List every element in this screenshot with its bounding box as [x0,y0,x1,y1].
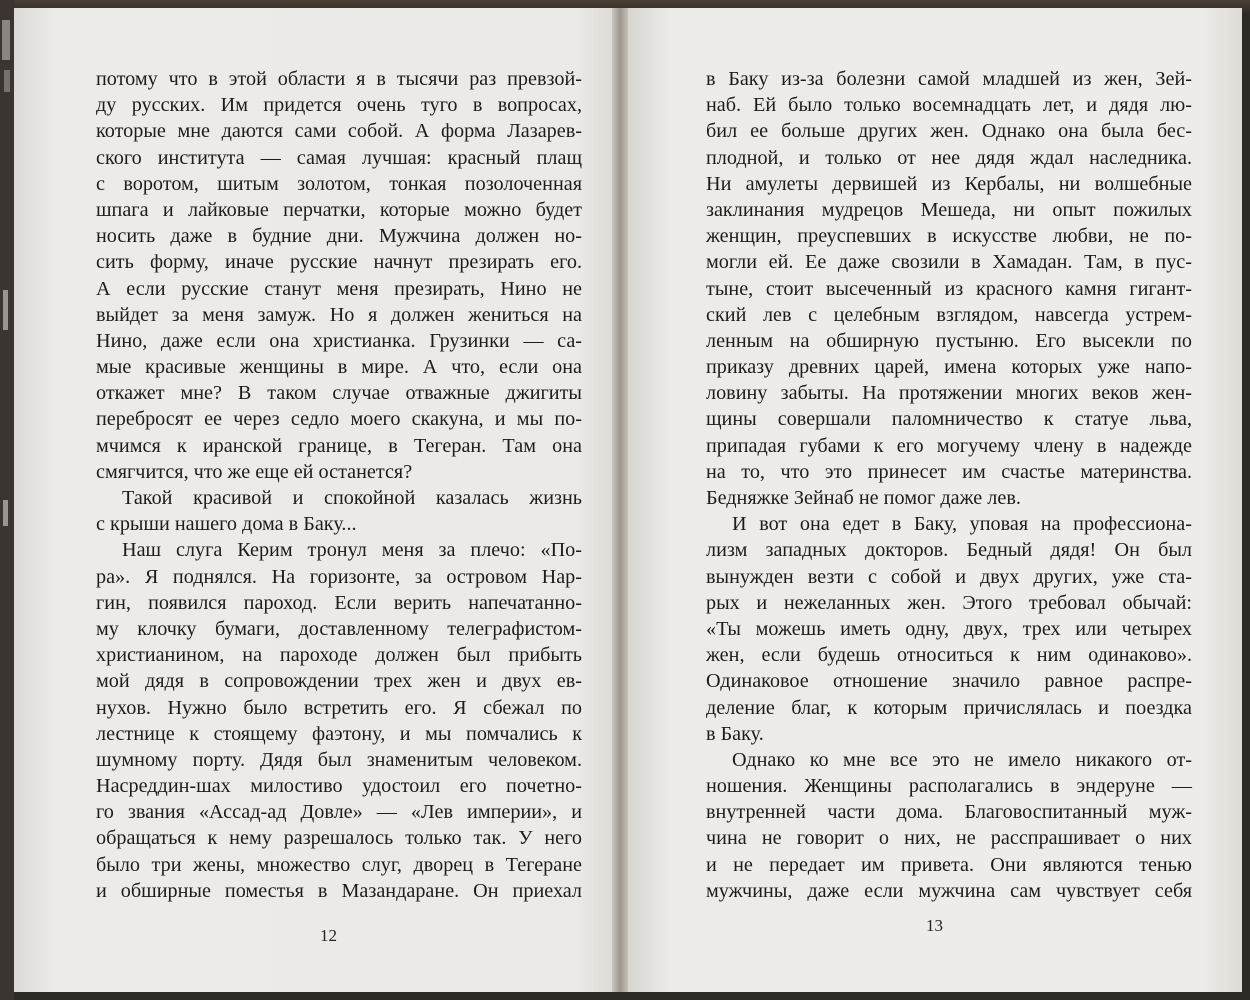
text-line: перебросят ее через седло моего скакуна, и мы по- [96,408,582,431]
text-line: лестнице к стоящему фаэтону, и мы помчались к [96,722,582,745]
text-line: бил ее больше других жен. Однако она была бес- [706,120,1192,143]
left-page-number: 12 [320,926,337,945]
text-line: заклинания мудрецов Мешеда, ни опыт пожилых [706,198,1192,221]
text-line: рых и нежеланных жен. Этого требовал обычай: [706,591,1192,614]
text-line: Однако ко мне все это не имело никакого от- [732,748,1192,771]
text-line: гин, появился пароход. Если верить напечатанно- [96,591,582,614]
text-line: приказу древних царей, имена которых уже напо- [706,356,1192,379]
text-line: припадая губами к его могучему члену в надежде [706,434,1192,457]
text-line: наб. Ей было только восемнадцать лет, и дядя лю- [706,94,1192,117]
text-line: с крыши нашего дома в Баку... [96,513,357,536]
text-line: откажет мне? В таком случае отважные джигиты [96,382,582,405]
text-line: которые мне даются сами собой. А форма Лазарев- [96,120,582,143]
text-line: вынужден везти с собой и двух других, уже ста- [706,565,1192,588]
text-line: в Баку. [706,722,764,745]
text-line: мчимся к иранской границе, в Тегеран. Там она [96,434,582,457]
left-page-text [96,66,582,904]
text-line: деление благ, к которым причислялась и поездка [706,696,1192,719]
text-line: А если русские станут меня презирать, Нино не [96,277,582,300]
text-line: плодной, и только от нее дядя ждал наследника. [706,146,1192,169]
text-line: И вот она едет в Баку, уповая на профессиона- [732,513,1192,536]
text-line: «Ты можешь иметь одну, двух, трех или четырех [706,617,1192,640]
text-line: могли ей. Ее даже свозили в Хамадан. Там, в пус- [706,251,1192,274]
text-line: шпага и лайковые перчатки, которые можно будет [96,198,582,221]
text-line: Ни амулеты дервишей из Кербалы, ни волшебные [706,172,1192,195]
text-line: обращаться к нему разрешалось только так. У него [96,827,582,850]
right-page [620,8,1242,992]
right-page-text [706,66,1192,904]
text-line: ский лев с целебным взглядом, навсегда устрем- [706,303,1192,326]
text-line: на то, что это принесет им счастье материнства. [706,460,1192,483]
text-line: жен, если будешь относиться к ним одинаково». [706,644,1192,667]
text-line: и не передает им привета. Они являются тенью [706,853,1192,876]
text-line: женщин, преуспевших в искусстве любви, не по- [706,225,1192,248]
text-line: ношения. Женщины располагались в эндеруне — [706,775,1192,798]
text-line: Одинаковое отношение значило равное распре- [706,670,1192,693]
text-line: ского института — самая лучшая: красный плащ [96,146,582,169]
book-gutter [612,8,628,992]
text-line: ленным на обширную пустыню. Его высекли по [706,329,1192,352]
text-line: было три жены, множество слуг, дворец в Тегеране [96,853,582,876]
text-line: смягчится, что же еще ей останется? [96,460,413,483]
text-line: Бедняжке Зейнаб не помог даже лев. [706,487,1021,509]
text-line: сить форму, иначе русские начнут презирать его. [96,251,582,274]
text-line: выйдет за меня замуж. Но я должен жениться на [96,303,582,326]
text-line: му клочку бумаги, доставленному телеграфистом- [96,617,582,640]
text-line: го звания «Ассад-ад Довле» — «Лев империи», и [96,801,582,824]
left-page [14,8,628,992]
text-line: тыне, стоит высеченный из красного камня гигант- [706,277,1192,300]
scan-edge-artifact [0,0,40,1000]
right-page-number: 13 [926,916,943,935]
text-line: мые красивые женщины в мире. А что, если она [96,356,582,379]
text-line: Наш слуга Керим тронул меня за плечо: «По- [122,539,582,562]
text-line: ра». Я поднялся. На горизонте, за островом Нар- [96,565,582,588]
text-line: мой дядя в сопровождении трех жен и двух ев- [96,670,582,693]
text-line: и обширные поместья в Мазандаране. Он приехал [96,879,582,902]
text-line: щины совершали паломничество к статуе льва, [706,408,1192,431]
text-line: нухов. Нужно было встретить его. Я сбежал по [96,696,582,719]
text-line: ду русских. Им придется очень туго в вопросах, [96,94,582,117]
text-line: христианином, на пароходе должен был прибыть [96,644,582,667]
text-line: ловину забыты. На протяжении многих веков жен- [706,382,1192,405]
text-line: чина не говорит о них, не расспрашивает о них [706,827,1192,850]
text-line: внутренней части дома. Благовоспитанный муж- [706,801,1192,824]
text-line: в Баку из-за болезни самой младшей из жен, Зей- [706,68,1192,90]
text-line: с воротом, шитым золотом, тонкая позолоченная [96,172,582,195]
text-line: шумному порту. Дядя был знаменитым человеком. [96,748,582,771]
text-line: мужчины, даже если мужчина сам чувствует себя [706,879,1192,902]
text-line: носить даже в будние дни. Мужчина должен но- [96,225,582,248]
text-line: потому что в этой области я в тысячи раз превзой- [96,68,582,90]
text-line: лизм западных докторов. Бедный дядя! Он был [706,539,1192,562]
text-line: Такой красивой и спокойной казалась жизнь [122,487,582,509]
text-line: Насреддин-шах милостиво удостоил его почетно- [96,775,582,798]
text-line: Нино, даже если она христианка. Грузинки — са- [96,329,582,352]
